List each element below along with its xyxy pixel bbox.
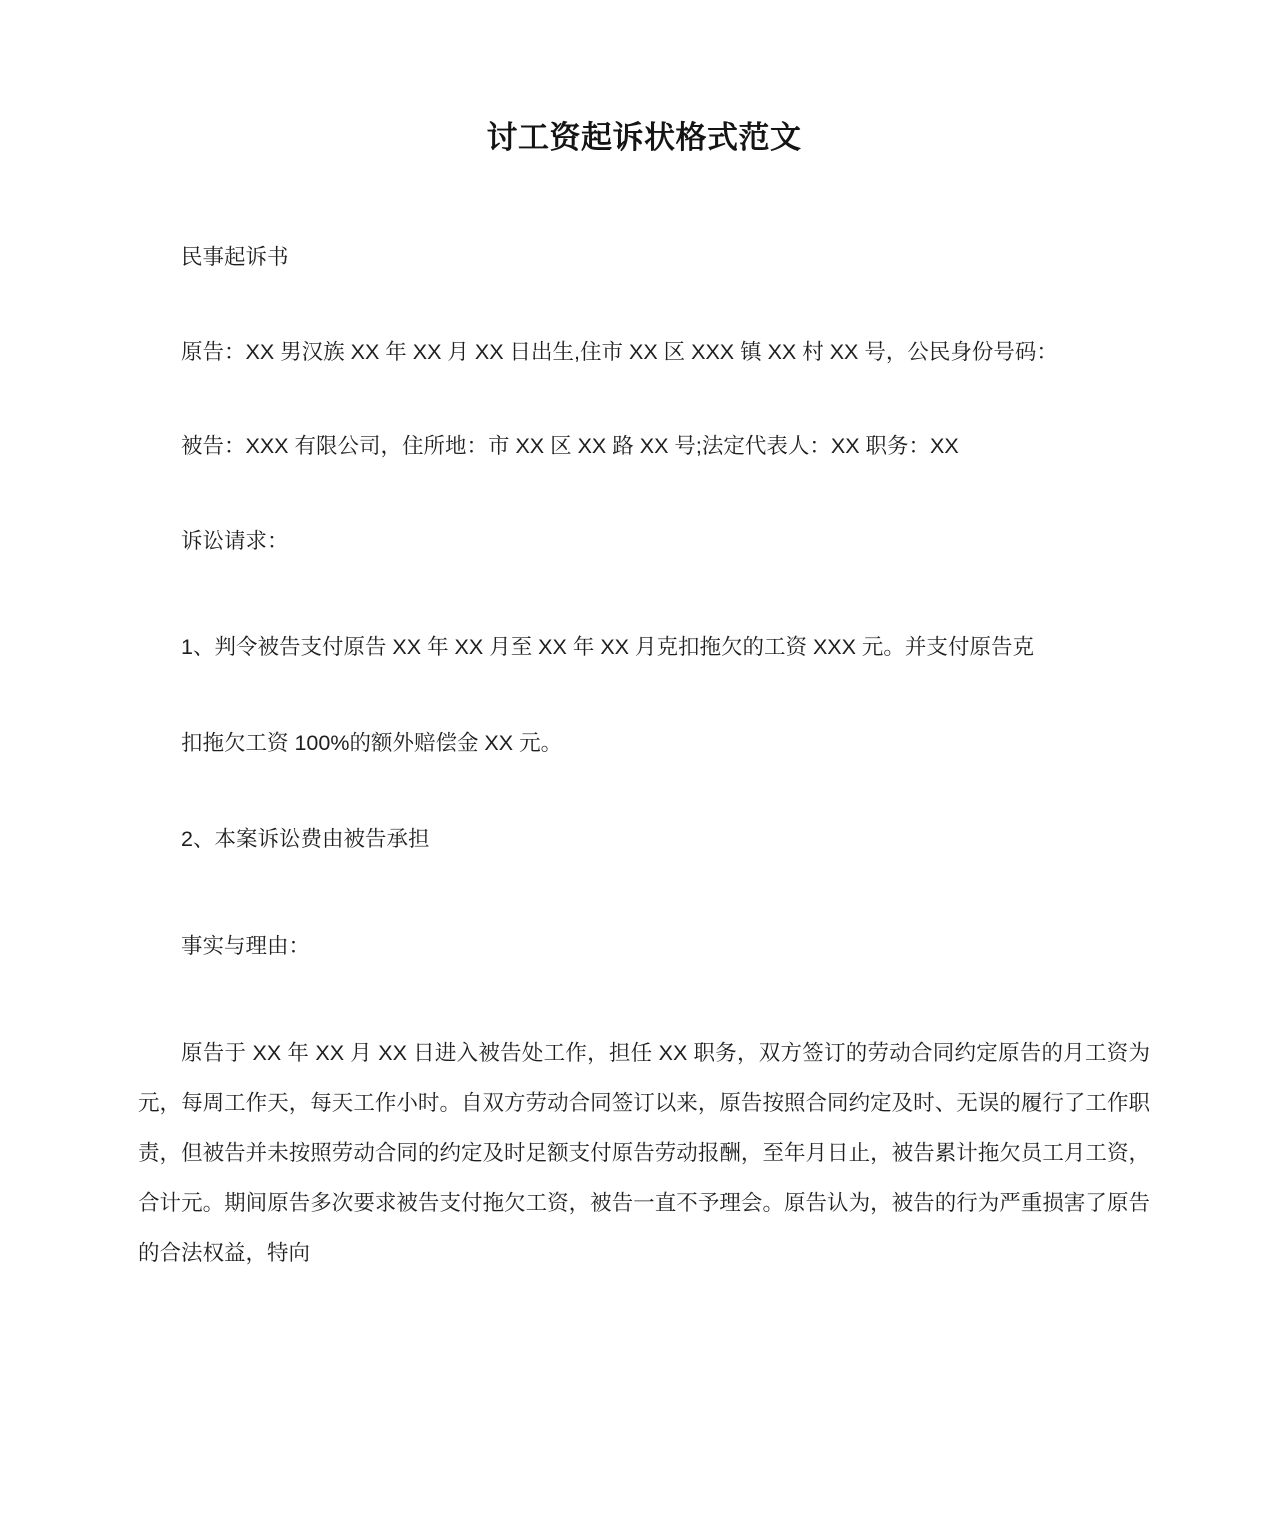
spacer-after-defendant <box>138 471 1150 516</box>
document-body <box>138 0 1150 1278</box>
spacer-after-plaintiff <box>138 377 1150 421</box>
claim-item-1-continuation: 扣拖欠工资 100%的额外赔偿金 XX 元。 <box>181 731 563 756</box>
document-heading: 民事起诉书 <box>181 245 289 270</box>
claims-section-label: 诉讼请求： <box>181 529 289 554</box>
claim-item-2: 2、本案诉讼费由被告承担 <box>181 827 430 852</box>
spacer-after-claim-2 <box>138 864 1150 921</box>
spacer-after-claims-label <box>138 566 1150 622</box>
spacer-after-title <box>138 158 1150 232</box>
facts-section-label: 事实与理由： <box>181 934 311 959</box>
defendant-paragraph: 被告：XXX 有限公司，住所地：市 XX 区 XX 路 XX 号;法定代表人：XX 职务：XX <box>181 434 959 459</box>
spacer-after-claim-1-continuation <box>138 768 1150 814</box>
claim-item-1: 1、判令被告支付原告 XX 年 XX 月至 XX 年 XX 月克扣拖欠的工资 XXX 元。并支付原告克 <box>181 635 1034 660</box>
facts-paragraph: 原告于 XX 年 XX 月 XX 日进入被告处工作，担任 XX 职务，双方签订的劳动合同约定原告的月工资为元，每周工作天，每天工作小时。自双方劳动合同签订以来，原告按照合同约定及时、无误的履行了工作职责，但被告并未按照劳动合同的约定及时足额支付原告劳动报酬，至年月日止，被告累计拖欠员工月工资，合计元。期间原告多次要求被告支付拖欠工资，被告一直不予理会。原告认为，被告的行为严重损害了原告的合法权益，特向 <box>138 1041 1150 1266</box>
spacer-after-claim-1 <box>138 672 1150 718</box>
spacer-after-facts-label <box>138 971 1150 1028</box>
page-title: 讨工资起诉状格式范文 <box>486 120 802 155</box>
spacer-after-heading <box>138 282 1150 327</box>
plaintiff-paragraph: 原告：XX 男汉族 XX 年 XX 月 XX 日出生,住市 XX 区 XXX 镇 XX 村 XX 号，公民身份号码： <box>181 340 1058 365</box>
